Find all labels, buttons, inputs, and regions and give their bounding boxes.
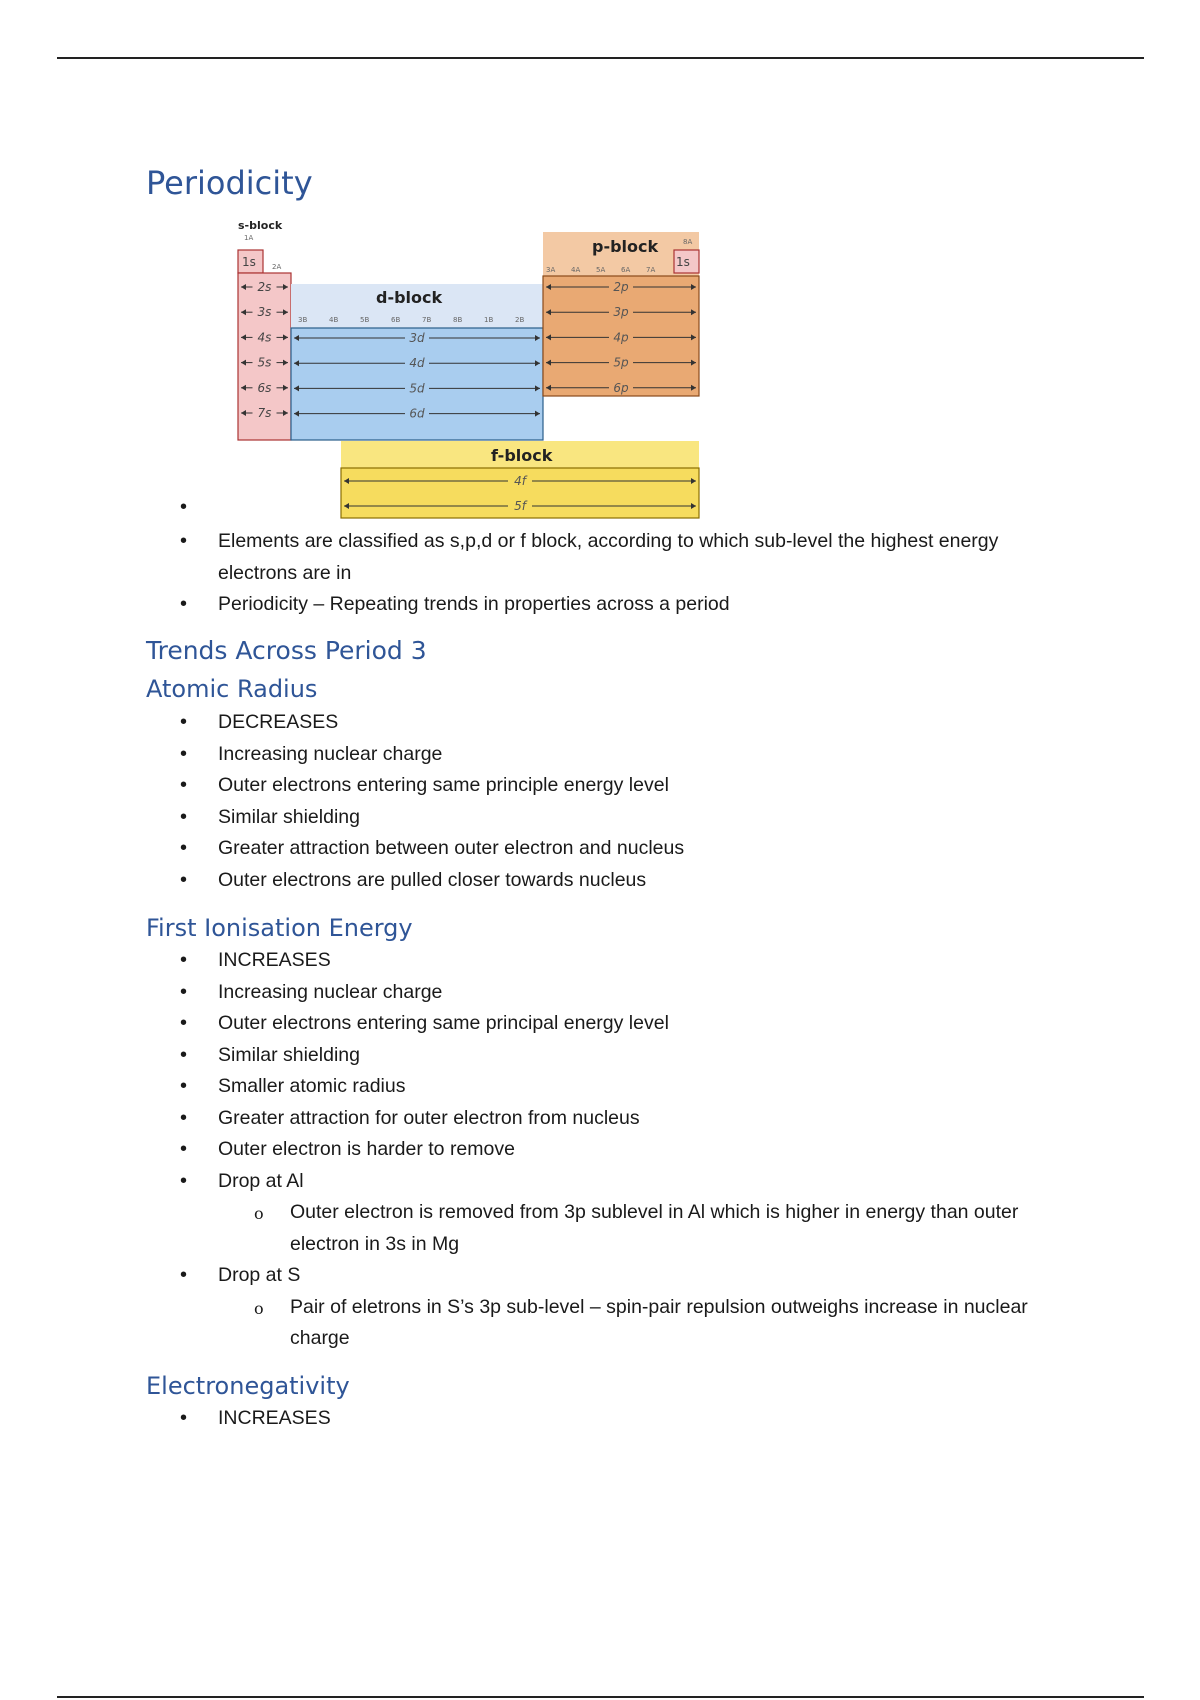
list-item: • Outer electron is harder to remove (146, 1134, 1076, 1166)
list-item: • Similar shielding (146, 802, 1076, 834)
list-item: • INCREASES (146, 945, 1076, 977)
p-row-label: 3p (613, 305, 629, 320)
d-block-label: d-block (376, 288, 443, 307)
electronegativity-list (146, 1403, 1076, 1435)
list-item: • Smaller atomic radius (146, 1071, 1076, 1103)
ionisation-energy-heading: First Ionisation Energy (146, 914, 413, 942)
s-row-label: 1s (242, 255, 256, 269)
f-row-label: 4f (514, 474, 526, 488)
group-2a-label: 2A (272, 263, 282, 271)
atomic-radius-heading: Atomic Radius (146, 675, 318, 703)
p-row-label: 4p (613, 330, 629, 345)
p-row-label: 2p (613, 280, 629, 294)
p-group-label: 5A (596, 266, 606, 274)
list-item: • Elements are classified as s,p,d or f block, according to which sub-level the highest energy electrons are in (146, 526, 1076, 589)
p-row-label: 5p (613, 355, 629, 370)
s-row-label: 5s (257, 355, 272, 370)
list-item: • Drop at Al (146, 1166, 1076, 1198)
list-item: • INCREASES (146, 1403, 1076, 1435)
p-group-label: 3A (546, 266, 556, 274)
group-8a-label: 8A (683, 238, 693, 246)
f-row-label: 5f (514, 499, 526, 513)
header-rule (57, 57, 1144, 59)
d-group-label: 4B (329, 316, 339, 324)
d-group-label: 3B (298, 316, 308, 324)
d-group-label: 8B (453, 316, 463, 324)
p-block-label: p-block (592, 237, 659, 256)
s-row-label: 4s (257, 330, 272, 345)
sub-list-item: o Pair of eletrons in S’s 3p sub-level – spin-pair repulsion outweighs increase in nuclear charge (146, 1292, 1076, 1355)
p-group-label: 4A (571, 266, 581, 274)
s-row-label: 3s (257, 305, 272, 320)
d-row-label: 6d (409, 406, 425, 421)
list-item: • Increasing nuclear charge (146, 739, 1076, 771)
d-row-label: 4d (409, 356, 425, 371)
f-block-label: f-block (491, 446, 553, 465)
ionisation-energy-list (146, 945, 1076, 1355)
electronegativity-heading: Electronegativity (146, 1372, 350, 1400)
page-title: Periodicity (146, 164, 313, 202)
s-row-label: 7s (257, 406, 272, 420)
list-item: • Drop at S (146, 1260, 1076, 1292)
list-item: • Outer electrons entering same principal energy level (146, 1008, 1076, 1040)
list-item: • Periodicity – Repeating trends in properties across a period (146, 589, 1076, 621)
list-item: • Greater attraction for outer electron from nucleus (146, 1103, 1076, 1135)
sub-list-item: o Outer electron is removed from 3p sublevel in Al which is higher in energy than outer electron in 3s in Mg (146, 1197, 1076, 1260)
list-item: • Outer electrons entering same principle energy level (146, 770, 1076, 802)
intro-bullet-list (146, 526, 1076, 621)
d-group-label: 7B (422, 316, 432, 324)
list-item: • Increasing nuclear charge (146, 977, 1076, 1009)
empty-bullet: • (180, 496, 188, 518)
d-group-label: 2B (515, 316, 525, 324)
d-row-label: 3d (409, 331, 425, 345)
atomic-radius-list (146, 707, 1076, 896)
list-item: • Greater attraction between outer electron and nucleus (146, 833, 1076, 865)
p-row-label: 6p (613, 380, 629, 395)
list-item: • Outer electrons are pulled closer towards nucleus (146, 865, 1076, 897)
p-group-label: 6A (621, 266, 631, 274)
d-group-label: 6B (391, 316, 401, 324)
s-block-label: s-block (238, 219, 283, 232)
list-item: • Similar shielding (146, 1040, 1076, 1072)
group-1a-label: 1A (244, 234, 254, 242)
periodic-table-blocks-figure (236, 212, 701, 520)
footer-rule (57, 1696, 1144, 1698)
s-row-label: 6s (257, 380, 272, 395)
list-item: • DECREASES (146, 707, 1076, 739)
d-row-label: 5d (409, 381, 425, 396)
trends-heading: Trends Across Period 3 (146, 636, 427, 665)
p-group-label: 7A (646, 266, 656, 274)
d-group-label: 1B (484, 316, 494, 324)
d-group-label: 5B (360, 316, 370, 324)
p-block-1s-label: 1s (676, 255, 690, 269)
s-row-label: 2s (257, 280, 272, 294)
